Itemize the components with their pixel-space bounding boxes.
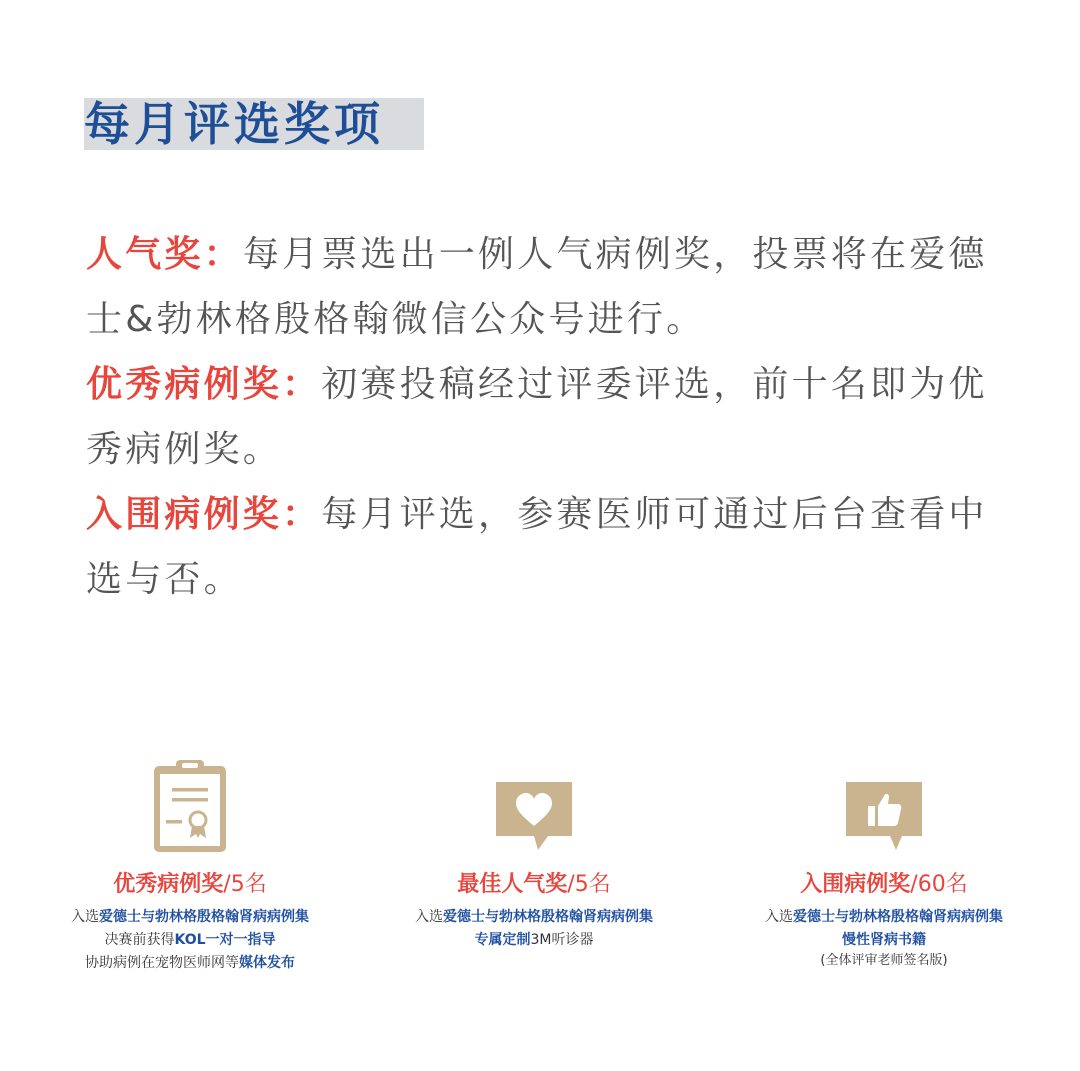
prize-note: (全体评审老师签名版) <box>820 953 948 968</box>
prize-line: 入选爱德士与勃林格殷格翰肾病病例集 <box>415 909 653 925</box>
award-excellent <box>86 352 1006 482</box>
prize-popular <box>384 758 684 952</box>
award-body: 每月评选，参赛医师可通过后台查看中选与否。 <box>86 494 988 600</box>
award-finalist <box>86 482 1006 612</box>
prize-excellent <box>40 758 340 975</box>
page-title: 每月评选奖项 <box>84 97 384 151</box>
thumbs-up-speech-bubble-icon <box>842 778 926 854</box>
award-descriptions <box>86 222 1006 612</box>
award-popularity <box>86 222 1006 352</box>
prize-title: 最佳人气奖/5名 <box>457 872 611 897</box>
prize-line: 入选爱德士与勃林格殷格翰肾病病例集 <box>71 909 309 925</box>
prize-line: 协助病例在宠物医师网等媒体发布 <box>85 955 295 971</box>
prize-finalist <box>734 758 1034 970</box>
award-body: 初赛投稿经过评委评选，前十名即为优秀病例奖。 <box>86 364 988 470</box>
prize-line: 决赛前获得KOL一对一指导 <box>104 932 276 948</box>
heart-speech-bubble-icon <box>492 778 576 854</box>
certificate-clipboard-icon <box>150 758 230 854</box>
award-label: 人气奖： <box>86 234 243 275</box>
prize-title: 入围病例奖/60名 <box>800 872 968 897</box>
prize-line: 慢性肾病书籍 <box>842 932 926 948</box>
award-body: 每月票选出一例人气病例奖，投票将在爱德士&勃林格殷格翰微信公众号进行。 <box>86 234 988 340</box>
prize-line: 入选爱德士与勃林格殷格翰肾病病例集 <box>765 909 1003 925</box>
prize-line: 专属定制3M听诊器 <box>474 932 594 948</box>
award-label: 优秀病例奖： <box>86 364 322 405</box>
award-label: 入围病例奖： <box>86 494 322 535</box>
prize-title: 优秀病例奖/5名 <box>113 872 267 897</box>
